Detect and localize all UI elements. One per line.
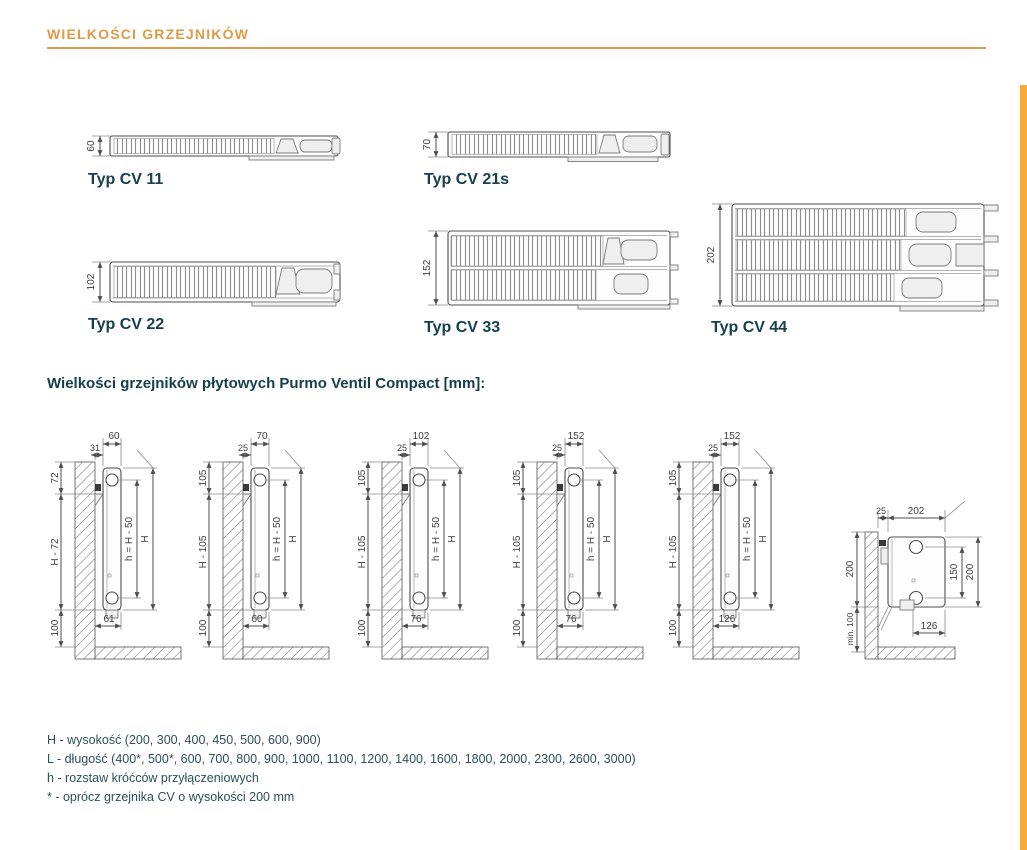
section-heading: Wielkości grzejników płytowych Purmo Ventil Compact [mm]: xyxy=(47,375,486,392)
side-view-1 xyxy=(51,424,211,669)
detail-view-200 xyxy=(845,470,1027,680)
side-view-2 xyxy=(199,424,359,669)
legend-asterisk-note: * - oprócz grzejnika CV o wysokości 200 mm xyxy=(47,790,295,804)
valve-block xyxy=(900,600,914,610)
side-panel-edge xyxy=(578,305,670,309)
valve-part xyxy=(916,212,956,232)
dim-inner-height: h = H - 50 xyxy=(124,516,135,562)
dim-top-gap: 105 xyxy=(668,469,679,487)
dim-outer-height: H xyxy=(140,535,151,543)
dim-top-gap: 72 xyxy=(50,472,61,484)
side-panel-edge xyxy=(568,157,658,162)
fin-grille xyxy=(451,270,596,300)
dim-label: 202 xyxy=(706,246,717,264)
side-panel-edge xyxy=(900,306,984,311)
top-plug xyxy=(106,474,118,486)
dim-mid-gap: H - 105 xyxy=(668,535,679,569)
end-cap xyxy=(332,138,340,154)
dim-mid-gap: H - 105 xyxy=(198,535,209,569)
dim-top-width: 102 xyxy=(412,431,430,442)
dim-mid-gap: H - 72 xyxy=(50,538,61,566)
valve-part xyxy=(621,240,657,260)
accent-bar xyxy=(1020,85,1027,850)
bracket-tab xyxy=(670,232,678,237)
air-vent xyxy=(95,484,101,491)
bottom-valve xyxy=(106,592,118,604)
figure-label-cv33: Typ CV 33 xyxy=(424,319,501,336)
dim-top-width: 60 xyxy=(108,431,120,442)
dim-top-width: 152 xyxy=(567,431,585,442)
dim-inner-height: h = H - 50 xyxy=(742,516,753,562)
dim-bottom-offset: 76 xyxy=(410,614,422,625)
bracket-tab xyxy=(984,205,998,211)
dim-top-width: 202 xyxy=(907,506,925,517)
dim-label: 152 xyxy=(422,259,433,277)
dim-wall-offset: 25 xyxy=(551,443,563,453)
cross-section-cv44 xyxy=(704,194,1014,318)
side-panel-edge xyxy=(249,156,334,160)
dim-bottom-offset: 126 xyxy=(718,614,736,625)
dim-left-height: 200 xyxy=(845,560,856,578)
dim-bottom-gap: 100 xyxy=(50,619,61,637)
cross-section-cv22 xyxy=(84,254,374,316)
dim-outer-right: 200 xyxy=(965,563,976,581)
title-rule xyxy=(47,47,986,49)
dim-bottom-gap: 100 xyxy=(668,619,679,637)
cross-section-cv21s xyxy=(418,120,698,172)
dim-wall-offset: 31 xyxy=(89,443,101,453)
side-view-4 xyxy=(513,424,673,669)
bracket-tab xyxy=(984,300,998,306)
dim-bottom-offset: 60 xyxy=(251,614,263,625)
dim-wall-offset: 25 xyxy=(237,443,249,453)
dim-mid-gap: H - 105 xyxy=(357,535,368,569)
wall-bracket xyxy=(881,548,888,564)
dim-label: 60 xyxy=(86,140,97,152)
dim-top-gap: 105 xyxy=(198,469,209,487)
legend-height: H - wysokość (200, 300, 400, 450, 500, 600, 900) xyxy=(47,733,321,747)
dim-wall-offset: 25 xyxy=(396,443,408,453)
bracket-tab xyxy=(334,290,340,300)
dim-outer-height: H xyxy=(447,535,458,543)
valve-part xyxy=(902,278,942,298)
figure-label-cv21s: Typ CV 21s xyxy=(424,171,510,188)
figure-label-cv22: Typ CV 22 xyxy=(88,316,165,333)
dim-label: 102 xyxy=(86,273,97,291)
valve-part xyxy=(909,244,951,266)
dim-outer-height: H xyxy=(602,535,613,543)
side-view-5 xyxy=(669,424,829,669)
dim-inner-height: h = H - 50 xyxy=(272,516,283,562)
fin-grille xyxy=(736,240,901,270)
dim-left-bottom: min. 100 xyxy=(845,612,855,646)
valve-part xyxy=(296,269,332,293)
fin-grille xyxy=(114,139,274,154)
bracket-tab xyxy=(670,299,678,304)
radiator-panel xyxy=(103,468,121,610)
legend-connection-spacing: h - rozstaw króćców przyłączeniowych xyxy=(47,771,259,785)
floor-hatch xyxy=(878,647,955,659)
bracket-tab xyxy=(984,270,998,276)
dim-top-gap: 105 xyxy=(512,469,523,487)
dim-top-gap: 105 xyxy=(357,469,368,487)
dim-label: 70 xyxy=(422,138,433,151)
valve-part xyxy=(956,244,984,266)
figure-label-cv44: Typ CV 44 xyxy=(711,319,788,336)
page-title: WIELKOŚCI GRZEJNIKÓW xyxy=(47,26,250,42)
dim-inner-height: h = H - 50 xyxy=(586,516,597,562)
cross-section-cv33 xyxy=(418,219,703,315)
figure-label-cv11: Typ CV 11 xyxy=(88,171,164,188)
bracket-tab xyxy=(984,236,998,242)
dim-mid-gap: H - 105 xyxy=(512,535,523,569)
dim-inner-height: h = H - 50 xyxy=(431,516,442,562)
fin-grille xyxy=(452,135,597,155)
fin-grille xyxy=(736,274,894,301)
cross-section-cv11 xyxy=(84,126,374,170)
dim-bottom-offset: 61 xyxy=(103,614,115,625)
legend-length: L - długość (400*, 500*, 600, 700, 800, 900, 1000, 1100, 1200, 1400, 1600, 1800, 2000, 2300, 2600, 3000) xyxy=(47,752,636,766)
dim-wall-offset: 25 xyxy=(707,443,719,453)
dim-top-width: 152 xyxy=(723,431,741,442)
air-vent xyxy=(879,540,886,546)
dim-wall-offset: 25 xyxy=(875,506,887,516)
side-view-3 xyxy=(358,424,518,669)
dim-outer-height: H xyxy=(288,535,299,543)
side-panel-edge xyxy=(252,302,336,306)
wall-hatch xyxy=(75,462,95,659)
fin-grille xyxy=(114,267,276,298)
wall-bracket xyxy=(95,494,103,506)
end-cap xyxy=(661,134,669,155)
dim-outer-height: H xyxy=(758,535,769,543)
dim-bottom-gap: 100 xyxy=(198,619,209,637)
bracket-tab xyxy=(334,264,340,274)
dim-bottom-gap: 100 xyxy=(512,619,523,637)
dim-top-width: 70 xyxy=(256,431,268,442)
valve-part xyxy=(623,136,657,152)
dim-bottom-offset: 126 xyxy=(920,621,938,632)
bracket-tab xyxy=(670,265,678,270)
top-plug xyxy=(910,541,923,554)
wall-hatch xyxy=(865,532,878,659)
valve-part xyxy=(614,274,648,294)
fin-grille xyxy=(736,209,906,236)
dim-inner-right: 150 xyxy=(949,563,960,581)
dim-bottom-offset: 76 xyxy=(565,614,577,625)
valve-part xyxy=(300,140,332,152)
floor-hatch xyxy=(95,647,181,659)
fin-grille xyxy=(451,236,603,266)
dim-bottom-gap: 100 xyxy=(357,619,368,637)
